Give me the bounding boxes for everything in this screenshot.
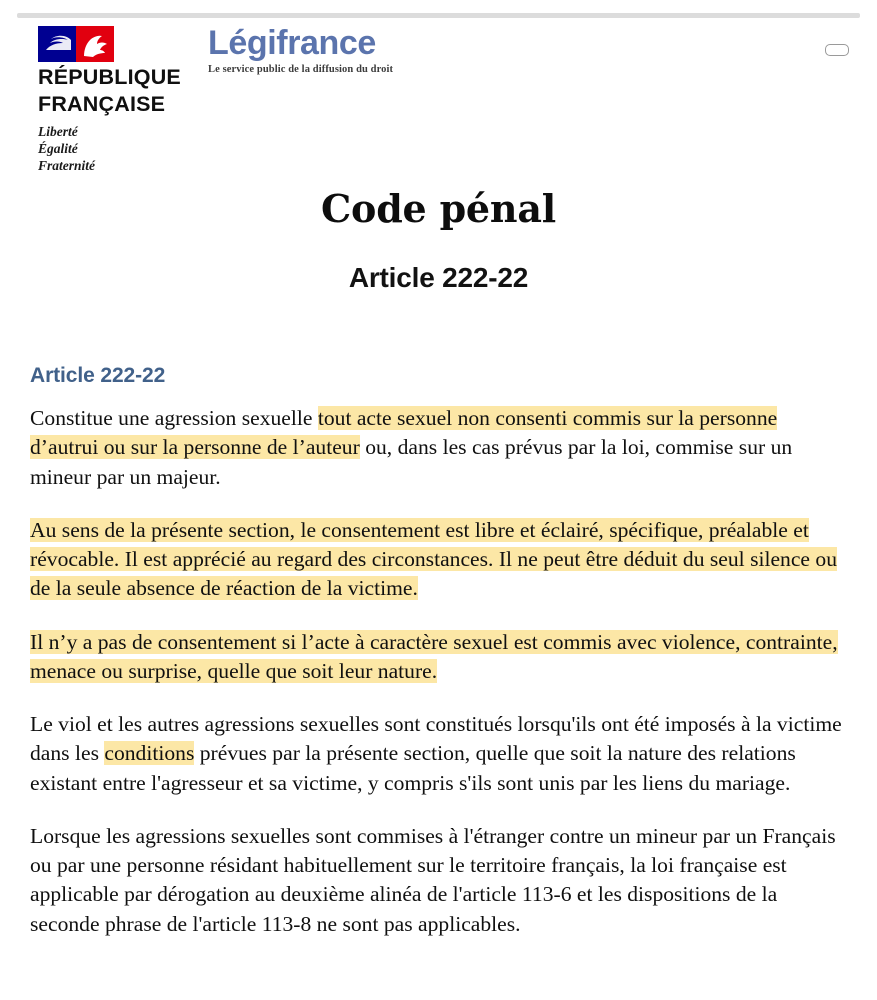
marianne-flag-icon: [38, 26, 114, 62]
article-paragraph: [30, 822, 848, 939]
article-paragraph: [30, 710, 848, 798]
paragraph-text: ou, dans les cas prévus par la loi, commise sur un mineur par un majeur.: [30, 435, 793, 489]
paragraph-text: Constitue une agression sexuelle: [30, 406, 318, 430]
highlighted-text: tout acte sexuel non consenti commis sur la personne d’autrui ou sur la personne de l’auteur: [30, 406, 778, 460]
paragraph-text: Lorsque les agressions sexuelles sont commises à l'étranger contre un mineur par un Français ou par une personne résidant habituellement sur le territoire français, la loi française est applicable par dérogation au deuxième alinéa de l'article 113-6 et les dispositions de la seconde phrase de l'article 113-8 ne sont pas applicables.: [30, 823, 836, 936]
devise: [38, 123, 208, 175]
republique-line-1: RÉPUBLIQUE: [38, 65, 181, 89]
highlighted-text: Au sens de la présente section, le consentement est libre et éclairé, spécifique, préalable et révocable. Il est apprécié au regard des circonstances. Il ne peut être déduit du seul silence ou de la seule absence de réaction de la victime.: [30, 517, 838, 601]
highlighted-text: Il n’y a pas de consentement si l’acte à caractère sexuel est commis avec violence, contrainte, menace ou surprise, quelle que soit leur nature.: [30, 629, 838, 683]
article-heading: Article 222-22: [30, 364, 166, 387]
article-paragraph: [30, 404, 848, 492]
article-paragraphs: [30, 404, 848, 939]
paragraph-text: prévues par la présente section, quelle que soit la nature des relations existant entre l'agresseur et sa victime, y compris s'ils sont unis par les liens du mariage.: [30, 741, 796, 795]
devise-liberte: Liberté: [38, 123, 78, 139]
paragraph-text: Le viol et les autres agressions sexuelles sont constitués lorsqu'ils ont été imposés à la victime dans les: [30, 712, 842, 766]
article-paragraph: [30, 628, 848, 687]
republique-francaise-logo: [38, 26, 208, 174]
article-content: [30, 364, 848, 939]
legifrance-brand[interactable]: [208, 26, 393, 75]
page-subtitle: Article 222-22: [348, 262, 529, 293]
highlighted-text: conditions: [104, 741, 195, 766]
top-divider: [17, 13, 860, 18]
legifrance-wordmark: Légifrance: [208, 24, 376, 62]
site-header: [0, 22, 877, 172]
article-paragraph: [30, 516, 848, 604]
page-title: Code pénal: [321, 186, 556, 231]
legifrance-tagline: Le service public de la diffusion du droit: [208, 63, 394, 75]
menu-toggle-button[interactable]: [825, 44, 849, 56]
republique-line-2: FRANÇAISE: [38, 91, 166, 116]
devise-egalite: Égalité: [38, 140, 78, 156]
devise-fraternite: Fraternité: [38, 158, 96, 174]
